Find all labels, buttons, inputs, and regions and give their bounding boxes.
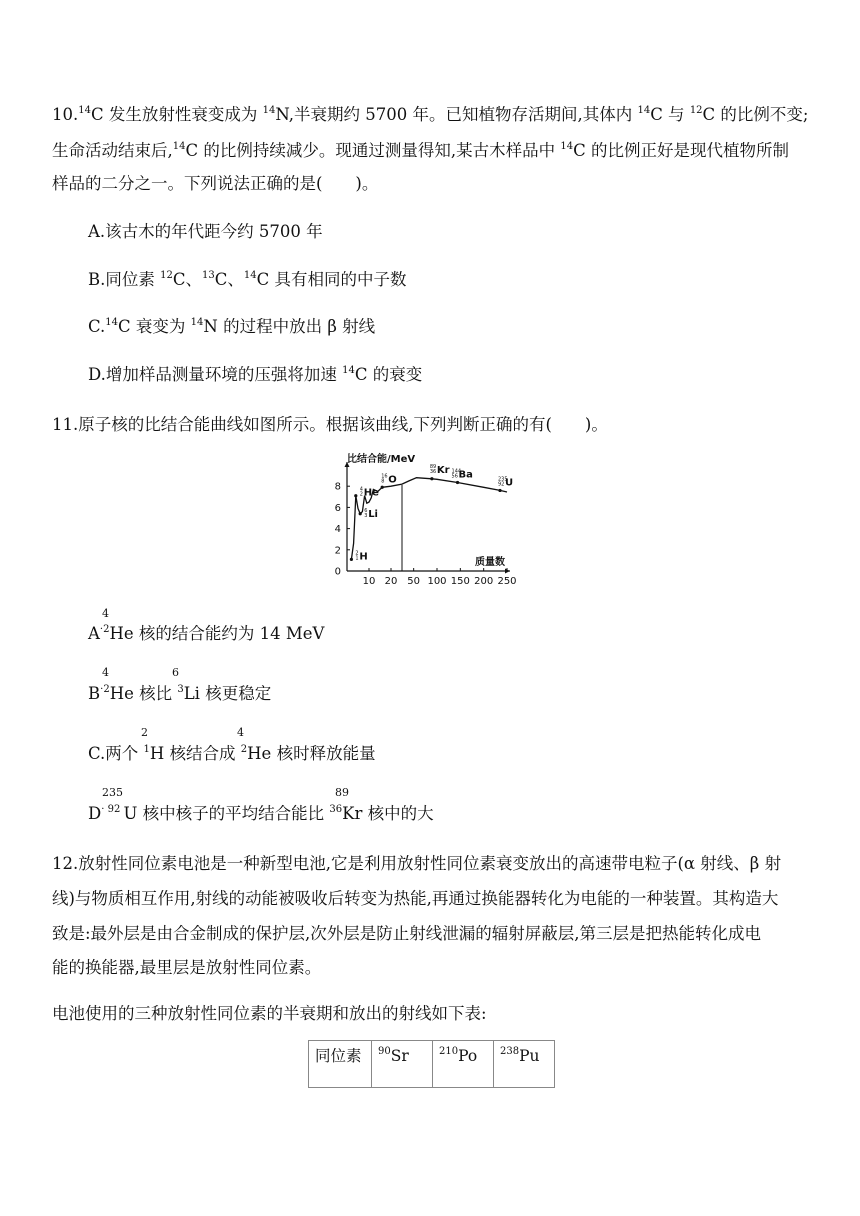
q11-d-mass-number-2: 89 <box>335 786 349 799</box>
nuclide-point-h <box>350 558 353 561</box>
nuclide-charge-o: 8 <box>381 478 385 485</box>
q10-stem-line1: 10.14C 发生放射性衰变成为 $^{14}$N,半衰期约 5700 年。已知植物存活期间,其体内 $^{14}$C 与 $^{12}$C 的比例不变; <box>52 105 809 124</box>
q10-stem-line2: 生命活动结束后,$^{14}$C 的比例持续减少。现通过测量得知,某古木样品中 $^{14}$C 的比例正好是现代植物所制 <box>52 141 789 160</box>
q10-option-a: A.该古木的年代距今约 5700 年 <box>88 222 323 241</box>
nuclide-point-o <box>381 486 384 489</box>
nuclide-mass-li: 6 <box>364 507 368 514</box>
q12-stem-line2: 线)与物质相互作用,射线的动能被吸收后转变为热能,再通过换能器转化为电能的一种装置。其构造大 <box>52 889 779 908</box>
q12-stem-line3: 致是:最外层是由合金制成的保护层,次外层是防止射线泄漏的辐射屏蔽层,第三层是把热能转化成电 <box>52 924 762 943</box>
y-tick-label: 4 <box>334 524 341 536</box>
y-axis-title: 比结合能/MeV <box>347 454 416 465</box>
nuclide-symbol-ba: Ba <box>458 469 473 481</box>
x-tick-label: 250 <box>497 576 517 587</box>
nuclide-charge-h: 1 <box>355 555 359 562</box>
x-tick-label: 50 <box>407 576 421 587</box>
q10-option-d: D.增加样品测量环境的压强将加速 $^{14}$C 的衰变 <box>88 365 423 384</box>
y-tick-label: 8 <box>334 481 341 493</box>
table-cell-sr: $^{90}$Sr <box>372 1041 433 1088</box>
nuclide-point-kr <box>430 477 433 480</box>
nuclide-symbol-o: O <box>388 474 397 486</box>
table-row <box>309 1041 555 1088</box>
table-cell-po: $^{210}$Po <box>433 1041 494 1088</box>
q11-option-d: $D^{\cdot 92}$ U 核中核子的平均结合能比 $^{36}$Kr 核中的大 <box>88 804 434 823</box>
nuclide-symbol-h: H <box>359 551 368 563</box>
nuclide-mass-he: 4 <box>359 486 363 493</box>
nuclide-charge-kr: 36 <box>429 468 437 475</box>
table-cell-pu: $^{238}$Pu <box>494 1041 555 1088</box>
q10-option-b: B.同位素 $^{12}$C、$^{13}$C、$^{14}$C 具有相同的中子数 <box>88 270 407 289</box>
nuclide-symbol-he: He <box>363 487 379 499</box>
q12-table-intro: 电池使用的三种放射性同位素的半衰期和放出的射线如下表: <box>52 1004 487 1023</box>
nuclide-charge-li: 3 <box>364 512 368 519</box>
q12-stem-line1: 12.放射性同位素电池是一种新型电池,它是利用放射性同位素衰变放出的高速带电粒子(α 射线、β 射 <box>52 854 782 873</box>
nuclide-mass-kr: 89 <box>429 463 437 470</box>
q11-d-mass-number-1: 235 <box>102 786 123 799</box>
nuclide-symbol-li: Li <box>368 508 379 520</box>
q12-stem-line4: 能的换能器,最里层是放射性同位素。 <box>52 958 322 977</box>
x-tick-label: 100 <box>427 576 447 587</box>
nuclide-mass-ba: 144 <box>451 468 462 475</box>
q11-stem: 11.原子核的比结合能曲线如图所示。根据该曲线,下列判断正确的有( )。 <box>52 415 608 434</box>
binding-energy-chart <box>320 450 530 590</box>
q11-option-c: C.两个 $^1$H 核结合成 $^2$He 核时释放能量 <box>88 744 376 763</box>
nuclide-point-ba <box>456 481 459 484</box>
isotope-table <box>308 1040 555 1088</box>
nuclide-mass-o: 16 <box>381 473 388 480</box>
x-tick-label: 10 <box>362 576 376 587</box>
q11-c-mass-number-1: 2 <box>141 726 148 739</box>
y-tick-label: 0 <box>334 566 341 578</box>
y-tick-label: 2 <box>334 545 341 557</box>
x-tick-label: 200 <box>474 576 494 587</box>
q11-option-a: $A^{\cdot 2}He$ 核的结合能约为 14 MeV <box>88 624 325 643</box>
q11-option-b: $B^{\cdot 2}He$ 核比 $^3$Li 核更稳定 <box>88 684 272 703</box>
q11-a-mass-number: 4 <box>102 607 109 620</box>
nuclide-charge-ba: 56 <box>451 473 458 480</box>
q11-b-mass-number-1: 4 <box>102 666 109 679</box>
nuclide-mass-h: 2 <box>355 550 359 557</box>
nuclide-charge-he: 2 <box>359 491 363 498</box>
table-header-cell: 同位素 <box>309 1041 372 1088</box>
nuclide-symbol-u: U <box>505 477 514 489</box>
nuclide-mass-u: 235 <box>498 476 508 483</box>
nuclide-point-he <box>354 494 357 497</box>
q10-option-c: C.$^{14}$C 衰变为 $^{14}$N 的过程中放出 β 射线 <box>88 317 376 336</box>
nuclide-point-li <box>359 512 362 515</box>
nuclide-point-u <box>498 489 501 492</box>
x-axis-title: 质量数 <box>475 557 505 568</box>
q10-stem-line3: 样品的二分之一。下列说法正确的是( )。 <box>52 174 379 193</box>
q11-b-mass-number-2: 6 <box>172 666 179 679</box>
x-tick-label: 20 <box>384 576 398 587</box>
q11-c-mass-number-2: 4 <box>237 726 244 739</box>
nuclide-symbol-kr: Kr <box>436 464 450 476</box>
y-tick-label: 6 <box>334 502 341 514</box>
x-tick-label: 150 <box>450 576 470 587</box>
nuclide-charge-u: 92 <box>498 481 505 488</box>
